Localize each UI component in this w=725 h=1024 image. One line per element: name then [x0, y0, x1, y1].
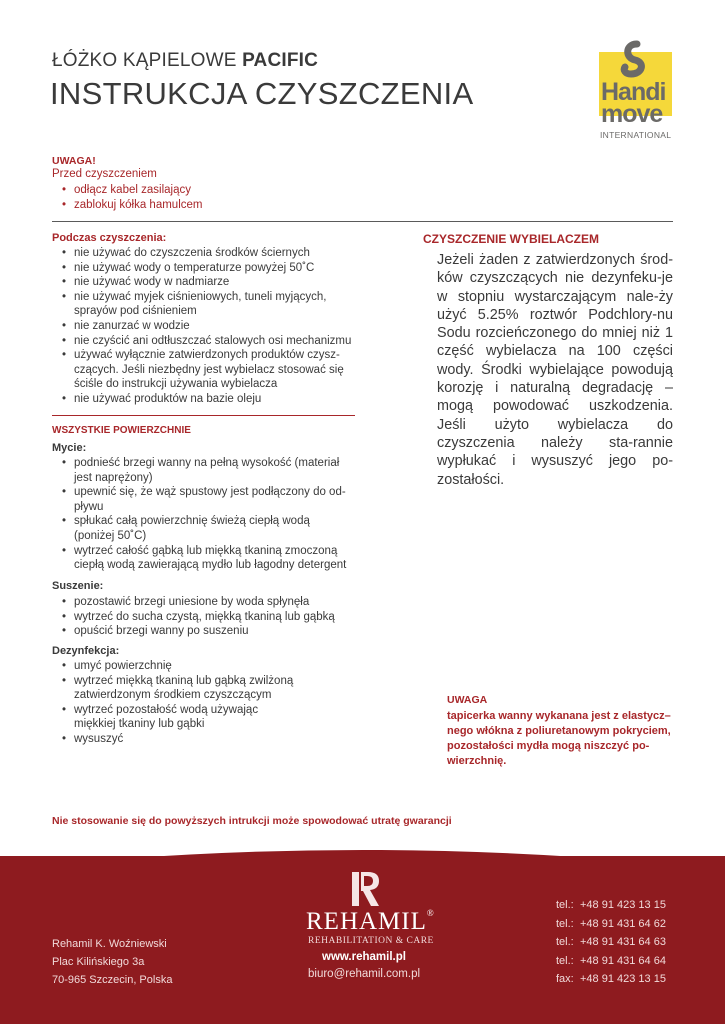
list-item: • nie używać myjek ciśnieniowych, tuneli myjących, sprayów pod ciśnieniem [52, 290, 360, 319]
page-title: INSTRUKCJA CZYSZCZENIA [50, 76, 474, 111]
list-item: • wysuszyć [52, 732, 302, 747]
list-item: • nie używać do czyszczenia środków ściernych [52, 246, 360, 261]
list-item: • nie używać produktów na bazie oleju [52, 392, 360, 407]
email-link[interactable]: biuro@rehamil.com.pl [308, 968, 421, 980]
warning-list [52, 183, 352, 212]
washing-heading: Mycie: [52, 442, 87, 454]
product-title: ŁÓŻKO KĄPIELOWE PACIFIC [52, 50, 319, 71]
washing-list [52, 456, 352, 573]
rehamil-wordmark: REHAMIL® [306, 908, 435, 935]
warning-intro: Przed czyszczeniem [52, 168, 157, 180]
list-item: • używać wyłącznie zatwierdzonych produktów czysz-czących. Jeśli niezbędny jest wybielacz stosować się ściśle do instrukcji używania wybielacza [52, 348, 360, 392]
list-item: • wytrzeć miękką tkaniną lub gąbką zwilżoną zatwierdzonym środkiem czyszczącym [52, 674, 302, 703]
list-item: • upewnić się, że wąż spustowy jest podłączony do od-pływu [52, 485, 352, 514]
during-list [52, 246, 360, 407]
handimove-logo: Handi move INTERNATIONAL [599, 38, 672, 142]
list-item: • odłącz kabel zasilający [52, 183, 352, 198]
disinfection-list [52, 659, 302, 747]
list-item: • nie czyścić ani odtłuszczać stalowych osi mechanizmu [52, 334, 360, 349]
all-surfaces-heading: WSZYSTKIE POWIERZCHNIE [52, 425, 191, 436]
rehamil-tagline: REHABILITATION & CARE [308, 936, 434, 946]
note-text: tapicerka wanny wykanana jest z elastycz– nego włókna z poliuretanowym pokryciem, pozostałości mydła mogą niszczyć po- wierzchnię. [447, 710, 671, 767]
website-link[interactable]: www.rehamil.pl [322, 951, 406, 963]
list-item: • pozostawić brzegi uniesione by woda spłynęła [52, 595, 352, 610]
note-heading: UWAGA [447, 694, 488, 706]
list-item: • wytrzeć całość gąbką lub miękką tkaniną zmoczoną ciepłą wodą zawierającą mydło lub łagodny detergent [52, 544, 352, 573]
list-item: • wytrzeć pozostałość wodą używając miękkiej tkaniny lub gąbki [52, 703, 302, 732]
company-address: Rehamil K. Woźniewski Plac Kilińskiego 3a 70-965 Szczecin, Polska [52, 938, 173, 986]
drying-list [52, 595, 352, 639]
warning-heading: UWAGA! [52, 155, 96, 167]
rehamil-r-icon [349, 870, 381, 908]
guarantee-notice: Nie stosowanie się do powyższych intrukcji może spowodować utratę gwarancji [52, 815, 452, 827]
list-item: • nie zanurzać w wodzie [52, 319, 360, 334]
list-item: • nie używać wody w nadmiarze [52, 275, 360, 290]
list-item: • opuścić brzegi wanny po suszeniu [52, 624, 352, 639]
bleach-body: Jeżeli żaden z zatwierdzonych środ-ków czyszczących nie dezynfeku-je w stopniu wystarczającym nale-ży użyć 5.25% roztwór Podchlory-nu Sodu rozcieńczonego do mniej niż 1 część wybielacza na 100 części wody. Środki wybielające powodują korozję i naturalną degradację – mogą powodować uszkodzenia. Jeśli użyto wybielacza do czyszczenia należy sta-rannie wypłukać i wysuszyć jego po-zostałości. [437, 252, 673, 488]
divider [52, 415, 355, 416]
during-heading: Podczas czyszczenia: [52, 232, 167, 244]
bleach-heading: CZYSZCZENIE WYBIELACZEM [423, 232, 599, 246]
phone-list: tel.: +48 91 423 13 15 tel.: +48 91 431 64 62 tel.: +48 91 431 64 63 tel.: +48 91 431 64 64 fax: +48 91 423 13 15 [556, 899, 666, 985]
list-item: • umyć powierzchnię [52, 659, 302, 674]
list-item: • nie używać wody o temperaturze powyżej 50˚C [52, 261, 360, 276]
list-item: • zablokuj kółka hamulcem [52, 198, 352, 213]
divider [52, 221, 673, 222]
list-item: • wytrzeć do sucha czystą, miękką tkaniną lub gąbką [52, 610, 352, 625]
drying-heading: Suszenie: [52, 580, 104, 592]
list-item: • podnieść brzegi wanny na pełną wysokość (materiał jest naprężony) [52, 456, 352, 485]
disinfection-heading: Dezynfekcja: [52, 645, 120, 657]
list-item: • spłukać całą powierzchnię świeżą ciepłą wodą (poniżej 50˚C) [52, 514, 352, 543]
